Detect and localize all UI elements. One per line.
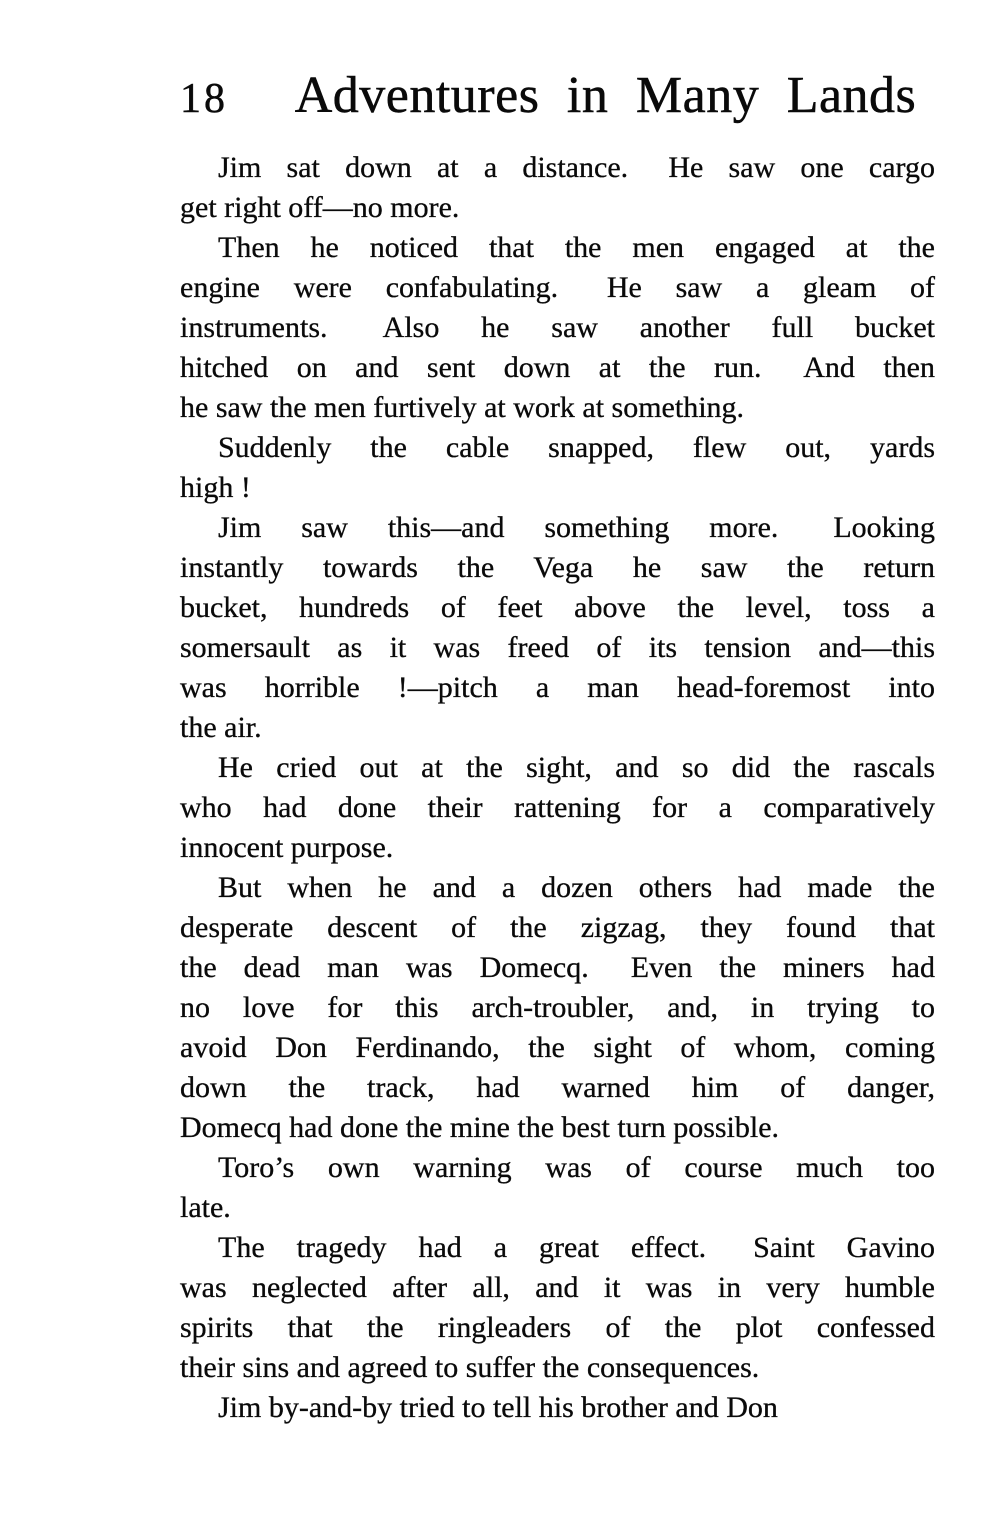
paragraph (180, 428, 935, 508)
text-line: the air. (180, 711, 262, 744)
text-line: The tragedy had a great effect. Saint Gavino (218, 1231, 935, 1264)
text-line: get right off—no more. (180, 191, 460, 224)
page-number: 18 (180, 76, 228, 122)
text-line: spirits that the ringleaders of the plot confessed (180, 1311, 935, 1344)
paragraph (180, 1388, 935, 1428)
text-line: Suddenly the cable snapped, flew out, yards (218, 431, 935, 464)
text-line: late. (180, 1191, 231, 1224)
text-line: But when he and a dozen others had made the (218, 871, 935, 904)
text-line: he saw the men furtively at work at something. (180, 391, 745, 424)
text-line: who had done their rattening for a comparatively (180, 791, 935, 824)
text-line: engine were confabulating. He saw a gleam of (180, 271, 935, 304)
text-line: Toro’s own warning was of course much too (218, 1151, 935, 1184)
paragraph (180, 1228, 935, 1388)
text-line: Jim saw this—and something more. Looking (218, 511, 935, 544)
text-line: was neglected after all, and it was in very humble (180, 1271, 935, 1304)
text-line: Domecq had done the mine the best turn possible. (180, 1111, 780, 1144)
page-title: Adventures in Many Lands (294, 67, 917, 124)
text-line: instruments. Also he saw another full bucket (180, 311, 935, 344)
text-line: instantly towards the Vega he saw the return (180, 551, 935, 584)
paragraph (180, 868, 935, 1148)
text-line: innocent purpose. (180, 831, 394, 864)
text-block (180, 148, 935, 1428)
text-line: avoid Don Ferdinando, the sight of whom, coming (180, 1031, 935, 1064)
text-line: Jim sat down at a distance. He saw one cargo (218, 151, 935, 184)
page-header (180, 67, 935, 124)
text-line: somersault as it was freed of its tension and—this (180, 631, 935, 664)
text-line: their sins and agreed to suffer the consequences. (180, 1351, 760, 1384)
text-line: high ! (180, 471, 251, 504)
paragraph (180, 1148, 935, 1228)
text-line: the dead man was Domecq. Even the miners had (180, 951, 935, 984)
text-line: down the track, had warned him of danger, (180, 1071, 935, 1104)
text-line: desperate descent of the zigzag, they found that (180, 911, 935, 944)
text-line: bucket, hundreds of feet above the level, toss a (180, 591, 935, 624)
text-line: He cried out at the sight, and so did the rascals (218, 751, 935, 784)
paragraph (180, 508, 935, 748)
paragraph (180, 748, 935, 868)
paragraph (180, 228, 935, 428)
text-line: Then he noticed that the men engaged at the (218, 231, 935, 264)
text-line: Jim by-and-by tried to tell his brother and Don (218, 1391, 778, 1424)
text-line: no love for this arch-troubler, and, in trying to (180, 991, 935, 1024)
text-line: hitched on and sent down at the run. And then (180, 351, 935, 384)
paragraph (180, 148, 935, 228)
text-line: was horrible !—pitch a man head-foremost into (180, 671, 935, 704)
